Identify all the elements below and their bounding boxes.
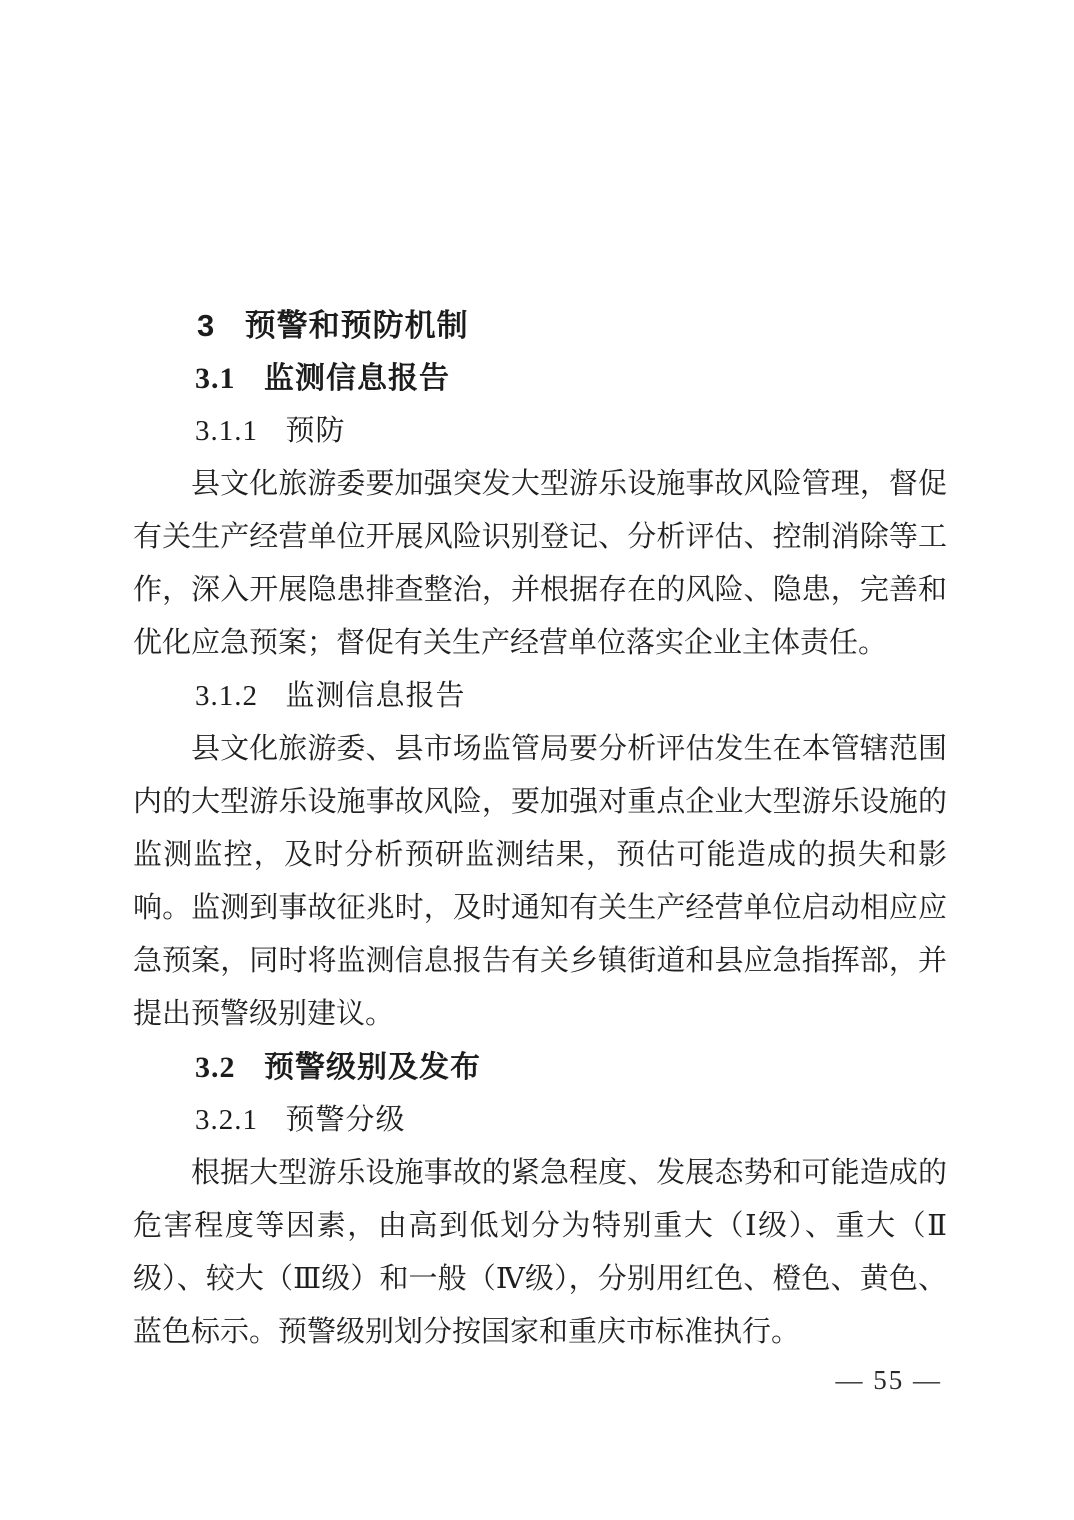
subsection-heading-title: 监测信息报告 [285,680,466,712]
subsection-heading-3-1-1 [133,405,947,458]
section-heading-3-2 [133,1041,947,1094]
chapter-heading-number: 3 [197,308,216,343]
section-heading-number: 3.2 [195,1051,236,1084]
chapter-heading-3 [133,299,947,352]
subsection-heading-title: 预警分级 [285,1104,406,1136]
subsection-heading-3-2-1 [133,1094,947,1147]
document-body [133,299,947,1359]
subsection-heading-3-1-2 [133,670,947,723]
section-heading-3-1 [133,352,947,405]
section-heading-title: 预警级别及发布 [264,1051,481,1084]
page-number: — 55 — [835,1365,942,1395]
subsection-heading-title: 预防 [285,415,346,447]
subsection-heading-number: 3.2.1 [195,1104,258,1136]
subsection-heading-number: 3.1.1 [195,415,258,447]
section-heading-title: 监测信息报告 [264,362,450,395]
chapter-heading-title: 预警和预防机制 [244,308,469,343]
section-heading-number: 3.1 [195,362,236,395]
paragraph-warning-levels: 根据大型游乐设施事故的紧急程度、发展态势和可能造成的危害程度等因素，由高到低划分为特别重大（Ⅰ级）、重大（Ⅱ级）、较大（Ⅲ级）和一般（Ⅳ级），分别用红色、橙色、黄色、蓝色标示。预警级别划分按国家和重庆市标准执行。 [133,1157,947,1348]
paragraph-monitoring-report: 县文化旅游委、县市场监管局要分析评估发生在本管辖范围内的大型游乐设施事故风险，要加强对重点企业大型游乐设施的监测监控，及时分析预研监测结果，预估可能造成的损失和影响。监测到事故征兆时，及时通知有关生产经营单位启动相应应急预案，同时将监测信息报告有关乡镇街道和县应急指挥部，并提出预警级别建议。 [133,733,947,1030]
subsection-heading-number: 3.1.2 [195,680,258,712]
paragraph-prevention: 县文化旅游委要加强突发大型游乐设施事故风险管理，督促有关生产经营单位开展风险识别登记、分析评估、控制消除等工作，深入开展隐患排查整治，并根据存在的风险、隐患，完善和优化应急预案；督促有关生产经营单位落实企业主体责任。 [133,468,947,659]
